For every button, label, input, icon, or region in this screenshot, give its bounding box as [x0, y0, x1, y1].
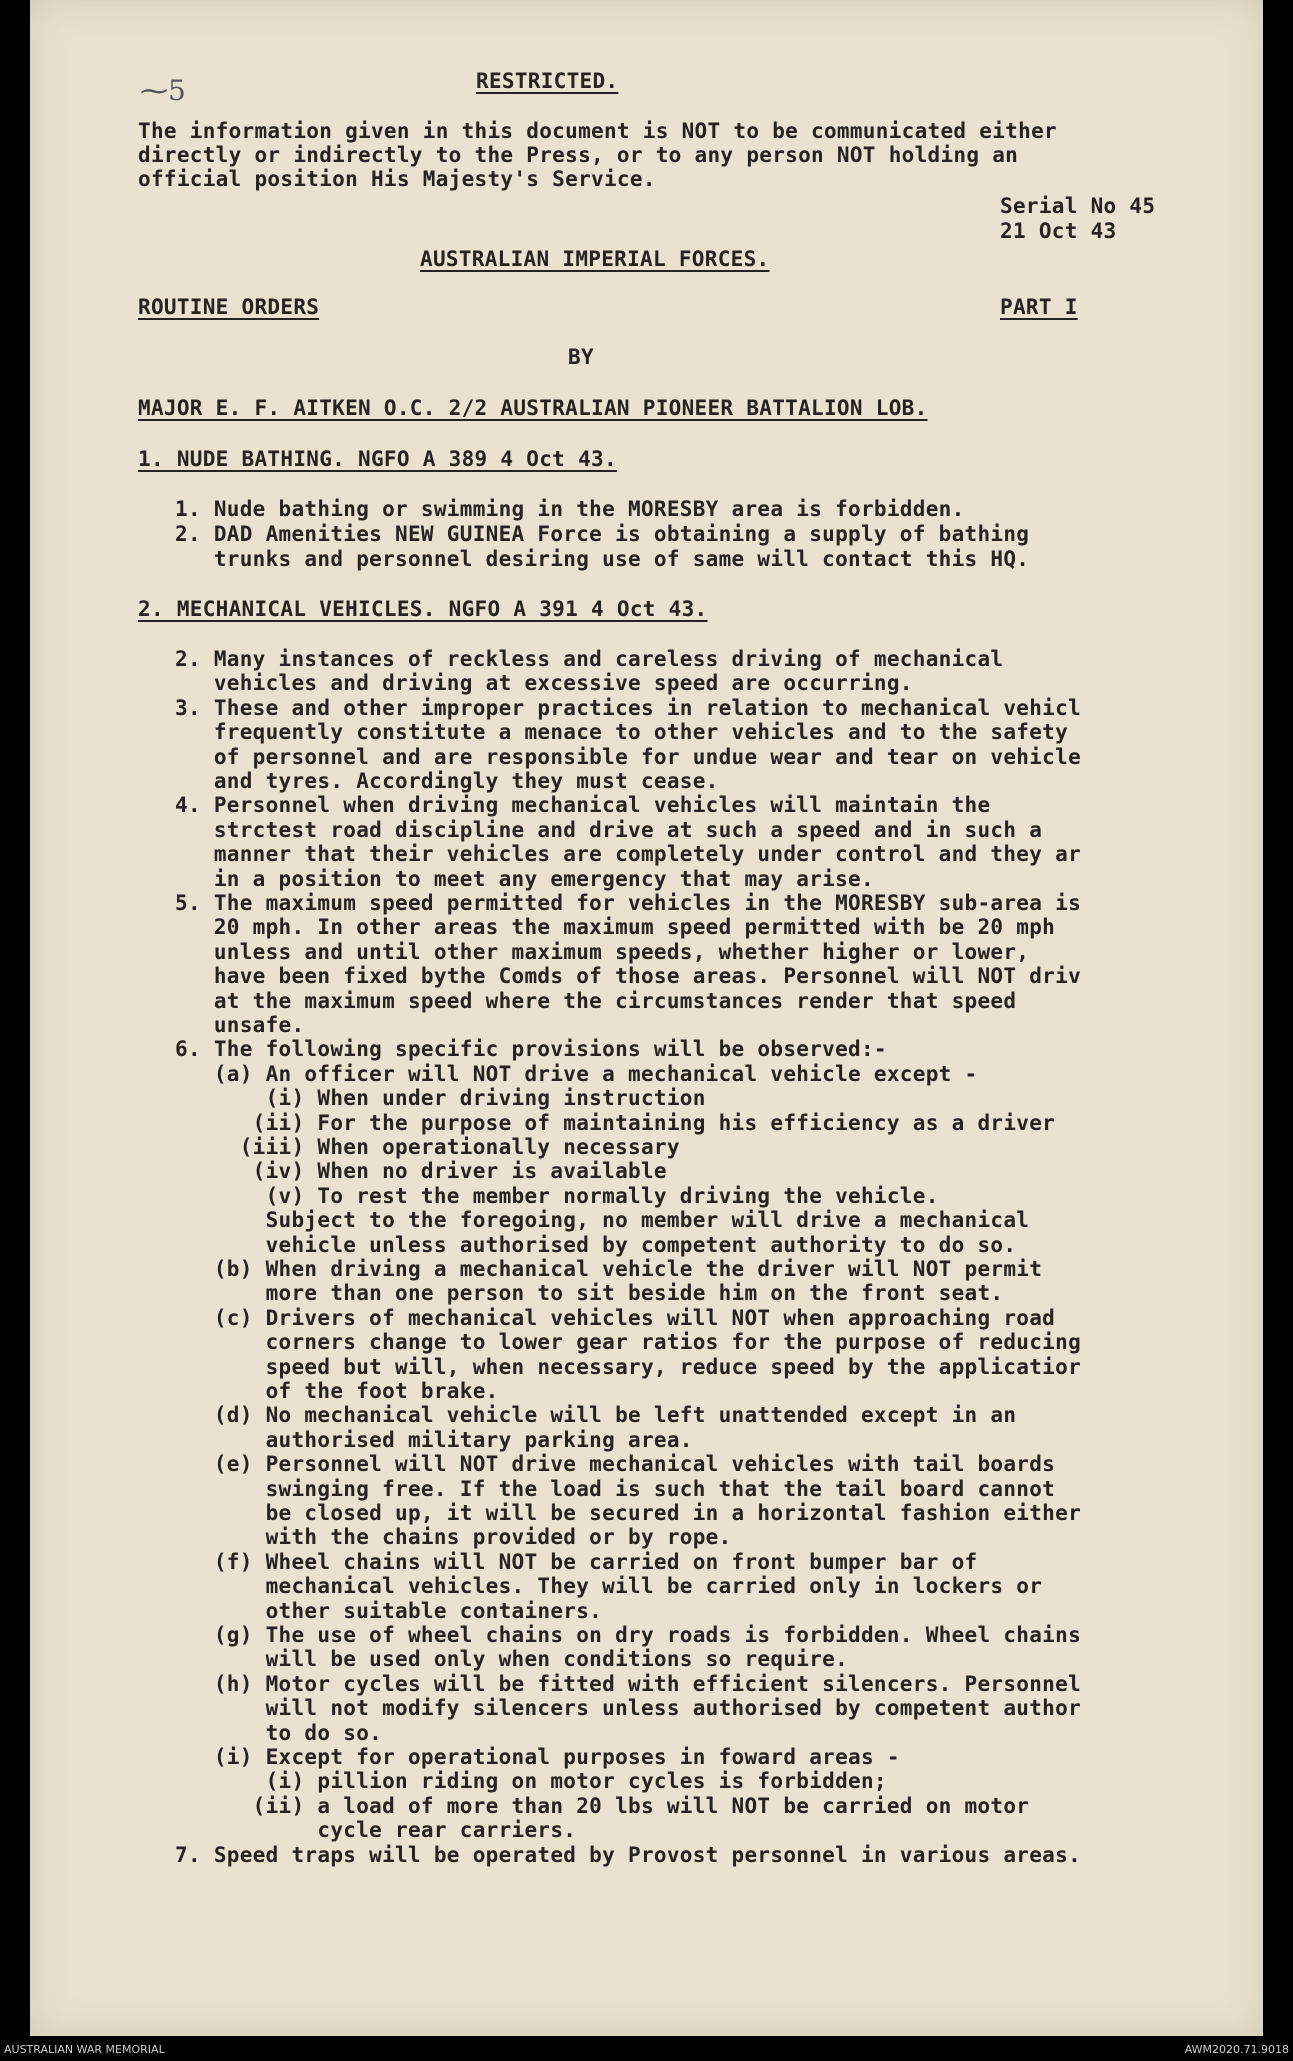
- issuer-line: MAJOR E. F. AITKEN O.C. 2/2 AUSTRALIAN PIONEER BATTALION LOB.: [138, 396, 928, 420]
- body-line: (b) When driving a mechanical vehicle the driver will NOT permit: [175, 1257, 1043, 1281]
- notice-line: directly or indirectly to the Press, or to any person NOT holding an: [138, 143, 1019, 167]
- body-line: vehicles and driving at excessive speed are occurring.: [175, 671, 913, 696]
- body-line: 1. Nude bathing or swimming in the MORESBY area is forbidden.: [175, 497, 965, 521]
- body-line: be closed up, it will be secured in a horizontal fashion either: [175, 1501, 1082, 1525]
- body-line: (i) pillion riding on motor cycles is forbidden;: [175, 1769, 887, 1794]
- body-line: (iv) When no driver is available: [175, 1159, 667, 1184]
- body-line: (i) Except for operational purposes in foward areas -: [175, 1745, 900, 1769]
- body-line: vehicle unless authorised by competent authority to do so.: [175, 1232, 1017, 1257]
- body-line: (ii) a load of more than 20 lbs will NOT be carried on motor: [175, 1793, 1030, 1818]
- body-line: speed but will, when necessary, reduce speed by the applicatior: [175, 1354, 1082, 1379]
- by-label: BY: [568, 345, 594, 369]
- body-line: with the chains provided or by rope.: [175, 1525, 732, 1550]
- body-line: trunks and personnel desiring use of same will contact this HQ.: [175, 547, 1030, 571]
- body-line: 2. DAD Amenities NEW GUINEA Force is obtaining a supply of bathing: [175, 522, 1030, 546]
- section-2-heading: 2. MECHANICAL VEHICLES. NGFO A 391 4 Oct 43.: [138, 597, 708, 621]
- body-line: Subject to the foregoing, no member will drive a mechanical: [175, 1208, 1030, 1233]
- footer-credit: AUSTRALIAN WAR MEMORIAL: [4, 2043, 165, 2056]
- body-line: cycle rear carriers.: [175, 1818, 577, 1843]
- body-line: 5. The maximum speed permitted for vehicles in the MORESBY sub-area is: [175, 891, 1082, 915]
- footer-accession-number: AWM2020.71.9018: [1184, 2043, 1289, 2056]
- body-line: of personnel and are responsible for undue wear and tear on vehicle: [175, 744, 1082, 769]
- body-line: authorised military parking area.: [175, 1427, 693, 1452]
- serial-number: Serial No 45: [1000, 194, 1156, 218]
- document-date: 21 Oct 43: [1000, 219, 1117, 243]
- body-line: (c) Drivers of mechanical vehicles will NOT when approaching road: [175, 1305, 1056, 1330]
- body-line: corners change to lower gear ratios for the purpose of reducing: [175, 1330, 1082, 1355]
- body-line: (f) Wheel chains will NOT be carried on front bumper bar of: [175, 1549, 978, 1574]
- body-line: and tyres. Accordingly they must cease.: [175, 769, 719, 793]
- document-page: [30, 0, 1263, 2036]
- notice-line: official position His Majesty's Service.: [138, 167, 656, 191]
- body-line: have been fixed bythe Comds of those areas. Personnel will NOT driv: [175, 964, 1082, 989]
- body-line: (a) An officer will NOT drive a mechanical vehicle except -: [175, 1061, 978, 1086]
- body-line: 3. These and other improper practices in relation to mechanical vehicl: [175, 695, 1082, 720]
- restricted-heading: RESTRICTED.: [476, 69, 619, 93]
- notice-line: The information given in this document is NOT to be communicated either: [138, 119, 1057, 143]
- body-line: in a position to meet any emergency that may arise.: [175, 866, 874, 891]
- body-line: of the foot brake.: [175, 1379, 499, 1403]
- body-line: manner that their vehicles are completely under control and they ar: [175, 842, 1082, 867]
- body-line: 20 mph. In other areas the maximum speed permitted with be 20 mph: [175, 915, 1056, 940]
- body-line: swinging free. If the load is such that the tail board cannot: [175, 1476, 1056, 1501]
- handwritten-mark: ⁓5: [140, 74, 186, 107]
- body-line: will not modify silencers unless authorised by competent author: [175, 1696, 1082, 1721]
- body-line: will be used only when conditions so require.: [175, 1647, 849, 1672]
- body-line: (g) The use of wheel chains on dry roads is forbidden. Wheel chains: [175, 1623, 1082, 1647]
- body-line: at the maximum speed where the circumstances render that speed: [175, 988, 1017, 1013]
- body-line: (ii) For the purpose of maintaining his efficiency as a driver: [175, 1110, 1056, 1135]
- body-line: (d) No mechanical vehicle will be left unattended except in an: [175, 1403, 1017, 1428]
- section-1-heading: 1. NUDE BATHING. NGFO A 389 4 Oct 43.: [138, 447, 617, 471]
- part-label: PART I: [1000, 295, 1078, 319]
- body-line: frequently constitute a menace to other vehicles and to the safety: [175, 720, 1069, 745]
- routine-orders-label: ROUTINE ORDERS: [138, 295, 320, 319]
- body-line: unsafe.: [175, 1013, 305, 1037]
- force-title: AUSTRALIAN IMPERIAL FORCES.: [420, 247, 770, 271]
- body-line: more than one person to sit beside him on the front seat.: [175, 1281, 1004, 1306]
- body-line: (e) Personnel will NOT drive mechanical vehicles with tail boards: [175, 1452, 1056, 1477]
- body-line: 6. The following specific provisions will be observed:-: [175, 1037, 887, 1062]
- body-line: (iii) When operationally necessary: [175, 1135, 680, 1159]
- body-line: (h) Motor cycles will be fitted with efficient silencers. Personnel: [175, 1671, 1082, 1696]
- body-line: to do so.: [175, 1720, 383, 1745]
- body-line: (i) When under driving instruction: [175, 1086, 706, 1111]
- body-line: mechanical vehicles. They will be carried only in lockers or: [175, 1574, 1043, 1599]
- body-line: 7. Speed traps will be operated by Provost personnel in various areas.: [175, 1842, 1082, 1867]
- body-line: unless and until other maximum speeds, whether higher or lower,: [175, 939, 1030, 964]
- body-line: 4. Personnel when driving mechanical vehicles will maintain the: [175, 793, 991, 818]
- body-line: 2. Many instances of reckless and careless driving of mechanical: [175, 647, 1004, 671]
- body-line: (v) To rest the member normally driving the vehicle.: [175, 1183, 939, 1208]
- body-line: strctest road discipline and drive at such a speed and in such a: [175, 817, 1043, 842]
- body-line: other suitable containers.: [175, 1598, 603, 1623]
